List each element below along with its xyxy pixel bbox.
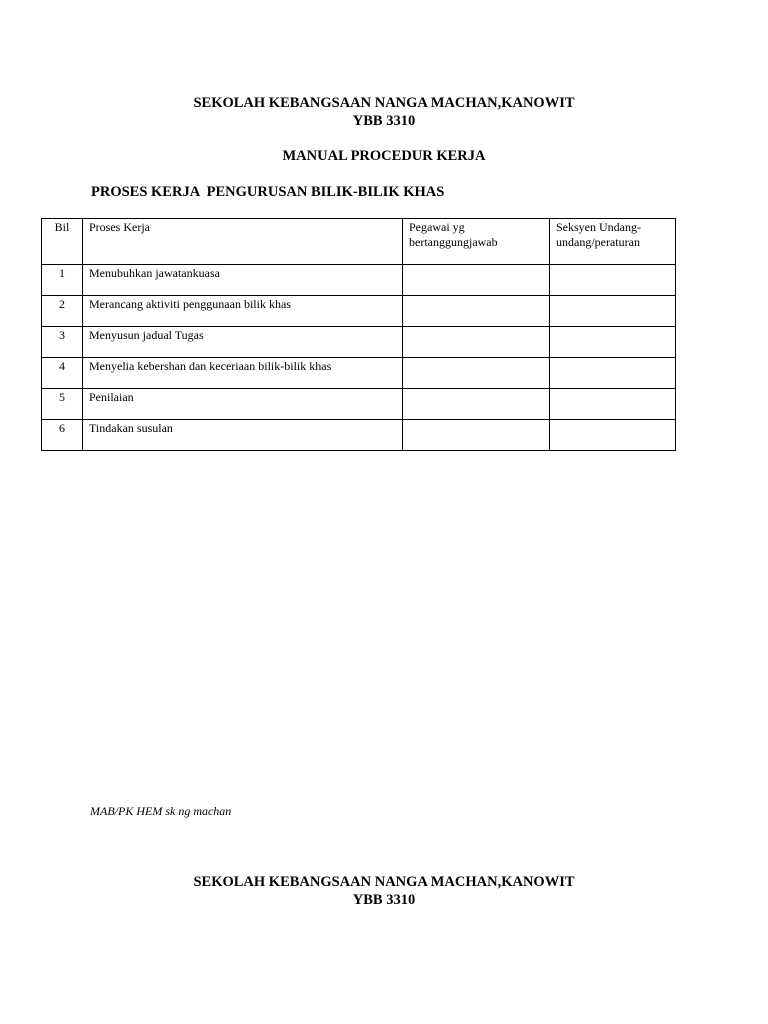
cell-seksyen [550,327,676,358]
cell-bil: 6 [42,420,83,451]
cell-proses: Tindakan susulan [83,420,403,451]
cell-pegawai [403,389,550,420]
next-page-school-code: YBB 3310 [352,892,416,908]
manual-title [0,147,768,165]
column-header-pegawai: Pegawai yg bertanggungjawab [403,219,550,265]
cell-pegawai [403,296,550,327]
table-row [42,358,676,389]
cell-seksyen [550,420,676,451]
cell-seksyen [550,265,676,296]
cell-pegawai [403,265,550,296]
procedure-table [41,218,676,451]
next-page-header [0,873,768,909]
cell-pegawai [403,327,550,358]
cell-proses: Merancang aktiviti penggunaan bilik khas [83,296,403,327]
process-title: PROSES KERJA PENGURUSAN BILIK-BILIK KHAS [91,184,445,200]
table-row [42,420,676,451]
cell-pegawai [403,358,550,389]
cell-seksyen [550,296,676,327]
column-header-proses-kerja: Proses Kerja [83,219,403,265]
cell-bil: 4 [42,358,83,389]
cell-seksyen [550,358,676,389]
school-code: YBB 3310 [352,113,416,129]
cell-proses: Menyusun jadual Tugas [83,327,403,358]
table-row [42,389,676,420]
cell-pegawai [403,420,550,451]
cell-seksyen [550,389,676,420]
school-name: SEKOLAH KEBANGSAAN NANGA MACHAN,KANOWIT [193,95,575,111]
table-row [42,296,676,327]
cell-bil: 3 [42,327,83,358]
table-header-row [42,219,676,265]
column-header-seksyen: Seksyen Undang-undang/peraturan [550,219,676,265]
cell-bil: 2 [42,296,83,327]
cell-proses: Penilaian [83,389,403,420]
cell-bil: 1 [42,265,83,296]
table-row [42,327,676,358]
cell-proses: Menubuhkan jawatankuasa [83,265,403,296]
manual-title-text: MANUAL PROCEDUR KERJA [282,148,486,164]
footer-note: MAB/PK HEM sk ng machan [90,804,232,818]
next-page-school-name: SEKOLAH KEBANGSAAN NANGA MACHAN,KANOWIT [193,874,575,890]
school-header [0,94,768,130]
cell-bil: 5 [42,389,83,420]
cell-proses: Menyelia kebershan dan keceriaan bilik-bilik khas [83,358,403,389]
column-header-bil: Bil [42,219,83,265]
table-row [42,265,676,296]
